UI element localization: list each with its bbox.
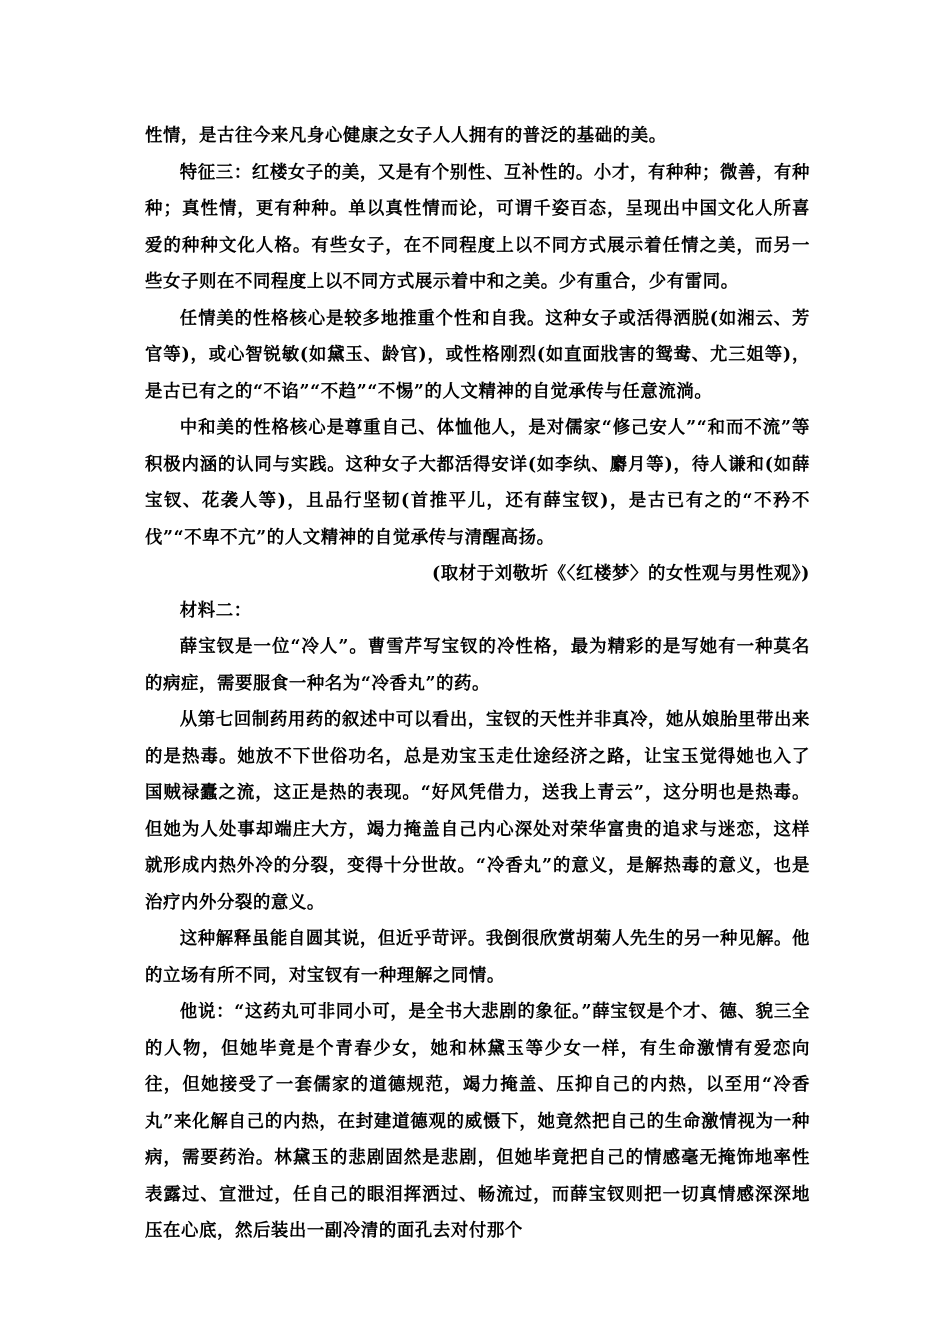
paragraph-interpretation: 这种解释虽能自圆其说，但近乎苛评。我倒很欣赏胡菊人先生的另一种见解。他的立场有所不同，对宝钗有一种理解之同情。: [145, 929, 810, 986]
paragraph-feature-three: 特征三：红楼女子的美，又是有个别性、互补性的。小才，有种种；微善，有种种；真性情，更有种种。单以真性情而论，可谓千姿百态，呈现出中国文化人所喜爱的种种文化人格。有些女子，在不同程度上以不同方式展示着任情之美，而另一些女子则在不同程度上以不同方式展示着中和之美。少有重合，少有雷同。: [145, 162, 810, 292]
document-body: [145, 118, 810, 1250]
paragraph-lengren: 薛宝钗是一位“冷人”。曹雪芹写宝钗的冷性格，最为精彩的是写她有一种莫名的病症，需要服食一种名为“冷香丸”的药。: [145, 637, 810, 694]
material-two-heading: 材料二：: [179, 600, 252, 621]
paragraph-hu-juren: 他说：“这药丸可非同小可，是全书大悲剧的象征。”薛宝钗是个才、德、貌三全的人物，但她毕竟是个青春少女，她和林黛玉等少女一样，有生命激情有爱恋向往，但她接受了一套儒家的道德规范，竭力掩盖、压抑自己的内热，以至用“冷香丸”来化解自己的内热，在封建道德观的威慑下，她竟然把自己的生命激情视为一种病，需要药治。林黛玉的悲剧固然是悲剧，但她毕竟把自己的情感毫无掩饰地率性表露过、宣泄过，任自己的眼泪挥洒过、畅流过，而薛宝钗则把一切真情感深深地压在心底，然后装出一副冷清的面孔去对付那个: [145, 1002, 810, 1241]
paragraph-renqing: 任情美的性格核心是较多地推重个性和自我。这种女子或活得洒脱(如湘云、芳官等)，或心智锐敏(如黛玉、龄官)，或性格刚烈(如直面戕害的鸳鸯、尤三姐等)，是古已有之的“不谄”“不趋”“不惕”的人文精神的自觉承传与任意流淌。: [145, 308, 810, 402]
paragraph-chapter-seven: 从第七回制药用药的叙述中可以看出，宝钗的天性并非真冷，她从娘胎里带出来的是热毒。她放不下世俗功名，总是劝宝玉走仕途经济之路，让宝玉觉得她也入了国贼禄蠹之流，这正是热的表现。“好风凭借力，送我上青云”，这分明也是热毒。但她为人处事却端庄大方，竭力掩盖自己内心深处对荣华富贵的追求与迷恋，这样就形成内热外冷的分裂，变得十分世故。“冷香丸”的意义，是解热毒的意义，也是治疗内外分裂的意义。: [145, 710, 810, 913]
paragraph-zhonghe: 中和美的性格核心是尊重自己、体恤他人，是对儒家“修己安人”“和而不流”等积极内涵的认同与实践。这种女子大都活得安详(如李纨、麝月等)，待人谦和(如薛宝钗、花袭人等)，且品行坚韧(首推平儿，还有薛宝钗)，是古已有之的“不矜不伐”“不卑不亢”的人文精神的自觉承传与清醒高扬。: [145, 418, 810, 548]
paragraph-1: 性情，是古往今来凡身心健康之女子人人拥有的普泛的基础的美。: [145, 126, 667, 146]
source-citation: (取材于刘敬圻《〈红楼梦〉的女性观与男性观》): [431, 564, 810, 584]
